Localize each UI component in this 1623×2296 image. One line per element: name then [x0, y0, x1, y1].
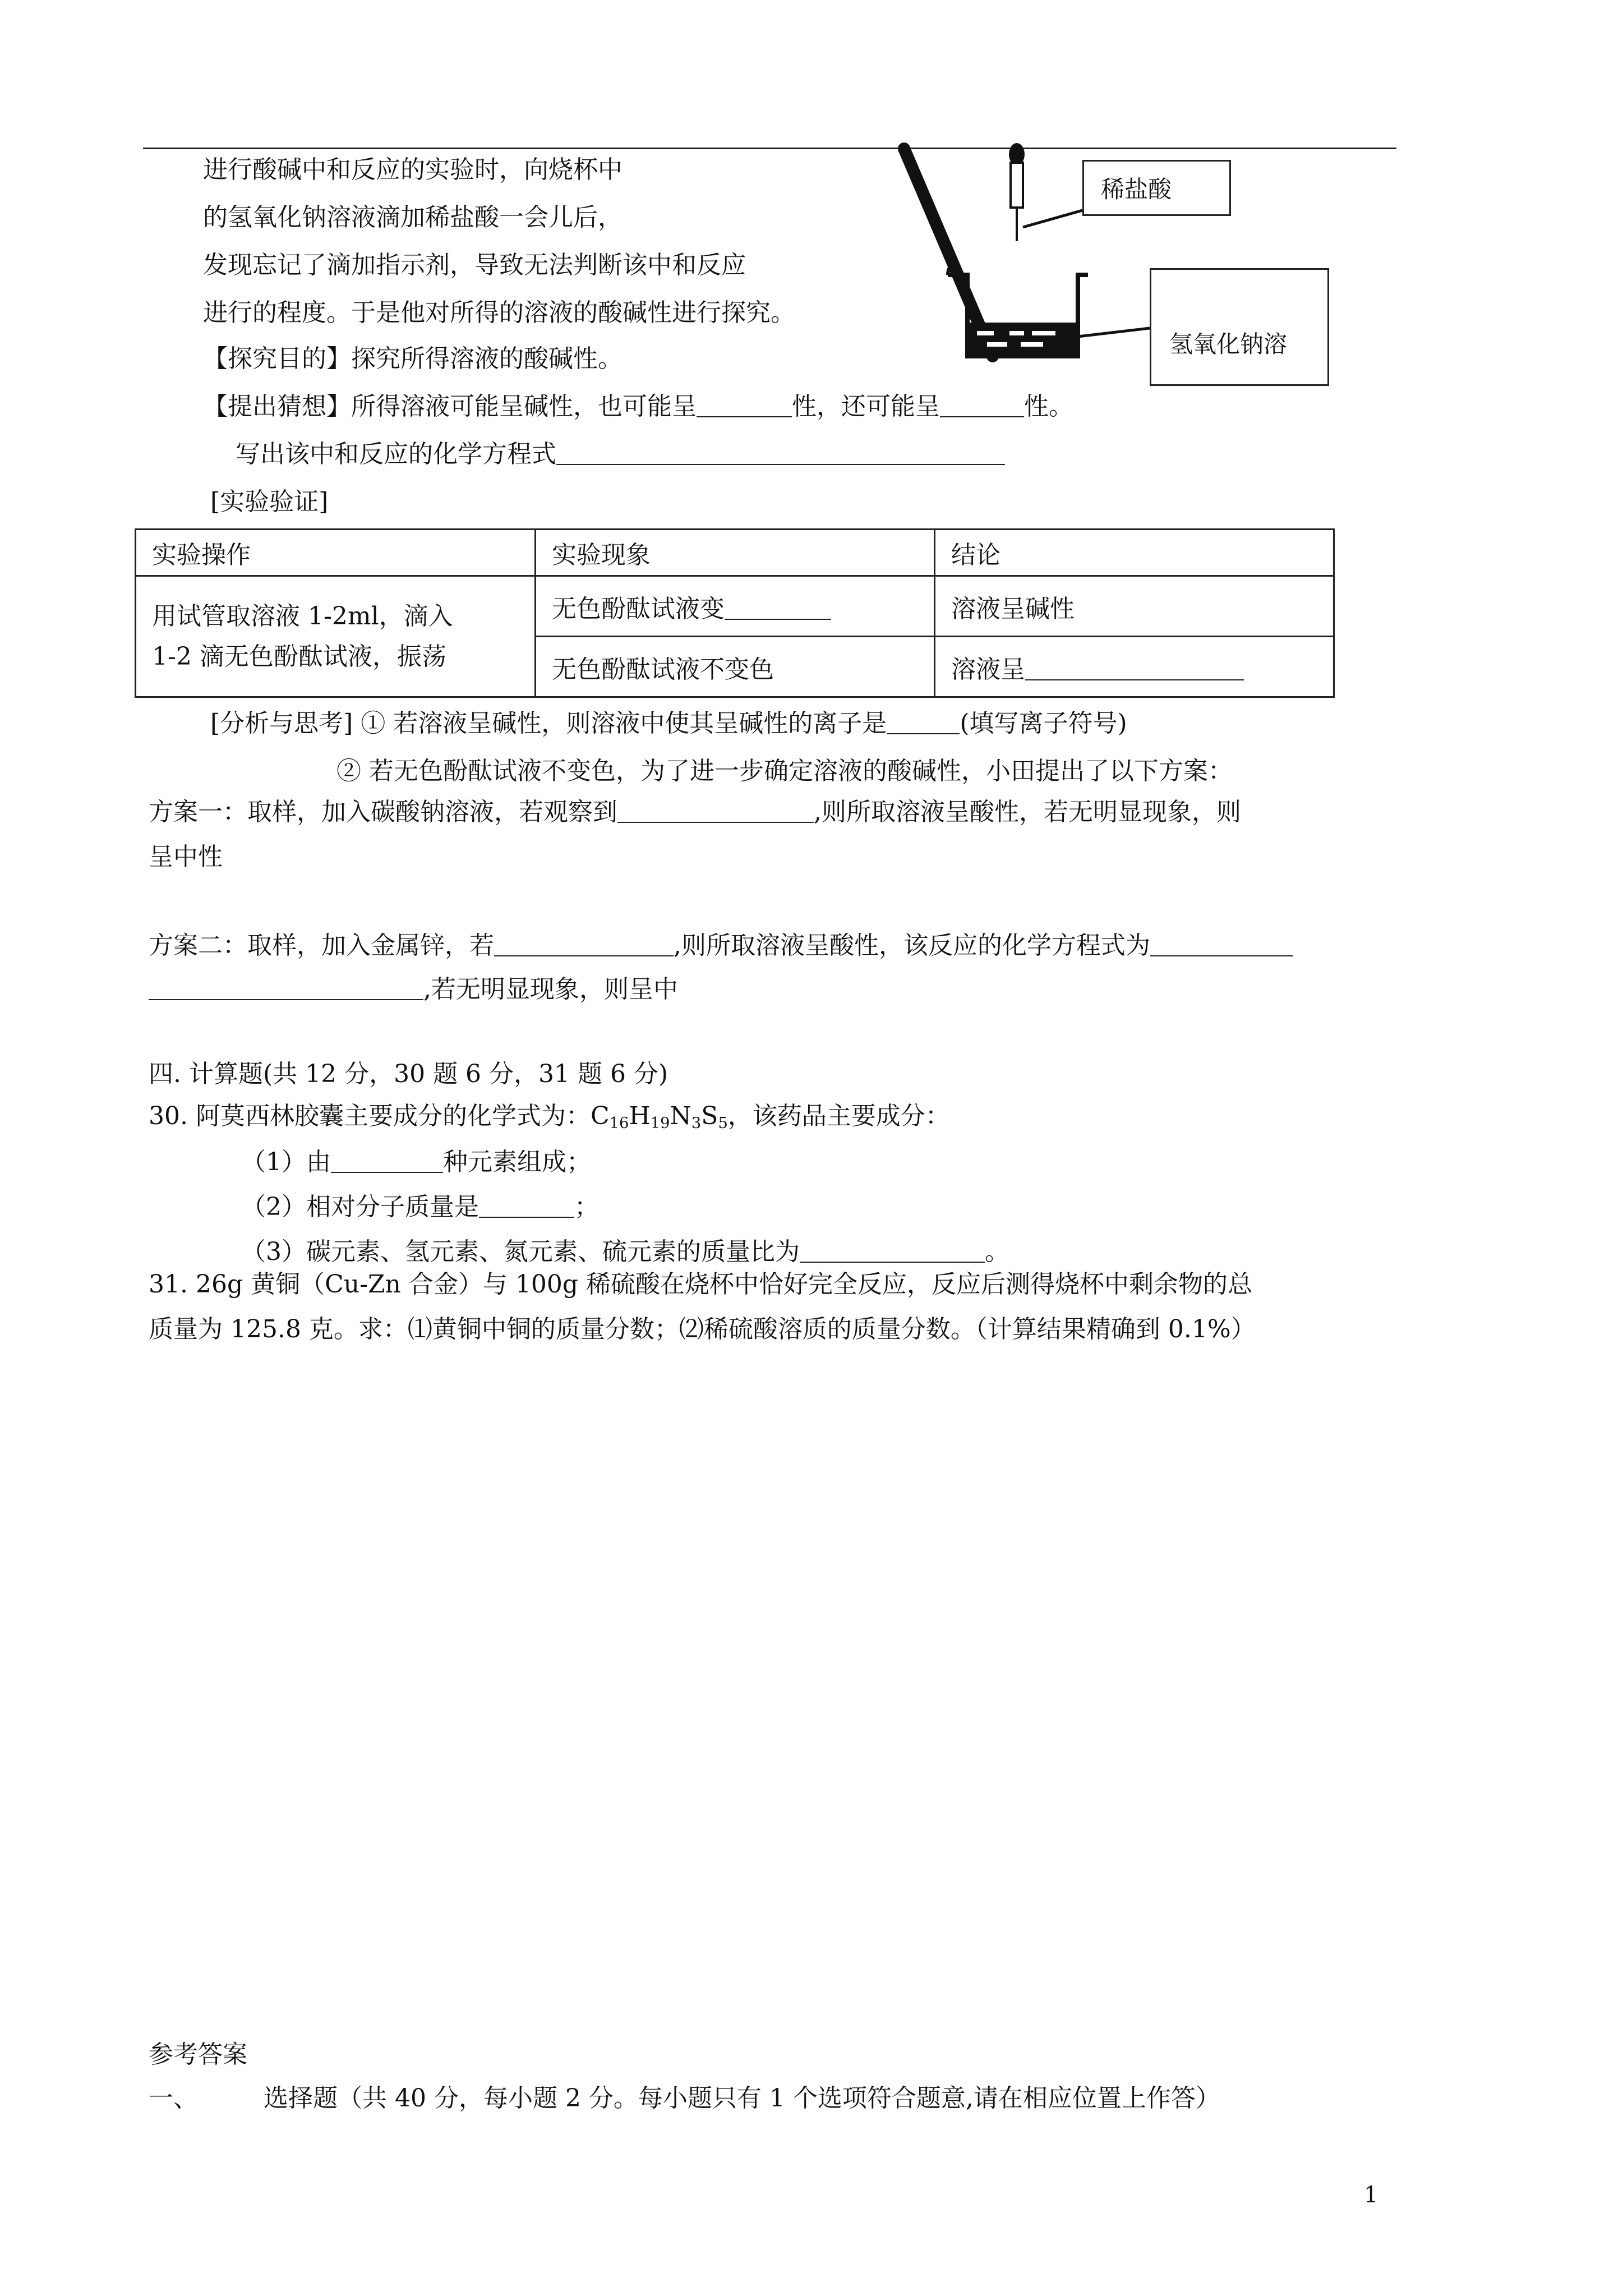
hypothesis-text-1: 【提出猜想】所得溶液可能呈碱性，也可能呈: [203, 392, 697, 421]
base-label: 氢氧化钠溶: [1169, 330, 1288, 358]
intro-line-1: 进行酸碱中和反应的实验时，向烧杯中: [203, 155, 623, 184]
conclusion-cell-2: [935, 637, 1334, 697]
phenomenon-1: 无色酚酞试液变: [552, 594, 725, 623]
q31-line-2: 质量为 125.8 克。求：⑴黄铜中铜的质量分数；⑵稀硫酸溶质的质量分数。（计算结果精确到 0.1%）: [149, 1315, 1256, 1343]
conclusion-cell-1: 溶液呈碱性: [935, 576, 1334, 637]
answers-heading: 参考答案: [149, 2040, 247, 2069]
table-row: [136, 576, 1334, 637]
operation-line-1: 用试管取溶液 1-2ml，滴入: [152, 602, 453, 631]
table-header-row: [136, 530, 1334, 576]
plan2-line: [149, 930, 1293, 961]
plan2-blank-2[interactable]: [1150, 931, 1293, 956]
q30-blank-3[interactable]: [800, 1237, 985, 1263]
acid-label-box: [1082, 160, 1231, 216]
q30-line: [149, 1101, 950, 1131]
plan1-line-2: 呈中性: [149, 843, 223, 871]
plan1-text-2: ,则所取溶液呈酸性，若无明显现象，则: [814, 798, 1241, 826]
acid-label: 稀盐酸: [1101, 176, 1172, 203]
equation-prompt: 写出该中和反应的化学方程式: [236, 440, 556, 468]
q31-line-1: 31. 26g 黄铜（Cu-Zn 合金）与 100g 稀硫酸在烧杯中恰好完全反应，反应后测得烧杯中剩余物的总: [149, 1270, 1252, 1299]
page-number: 1: [1364, 2182, 1378, 2208]
experiment-figure: [897, 137, 1346, 402]
plan2-text-1: 方案二：取样，加入金属锌，若: [149, 931, 494, 960]
plan1-blank[interactable]: [617, 797, 814, 823]
verify-heading: [实验验证]: [210, 487, 329, 516]
hypothesis-text-2: 性，还可能呈: [792, 392, 940, 421]
conclusion-2: 溶液呈: [951, 655, 1025, 684]
q30-part3: （3）碳元素、氢元素、氮元素、硫元素的质量比为 。: [241, 1237, 1009, 1266]
plan2-text-3: ,若无明显现象，则呈中: [423, 975, 678, 1004]
intro-line-3: 发现忘记了滴加指示剂，导致无法判断该中和反应: [203, 251, 746, 279]
solution: [969, 323, 1076, 354]
plan2-blank-3[interactable]: [149, 974, 423, 1000]
plan1-text-1: 方案一：取样，加入碳酸钠溶液，若观察到: [149, 798, 617, 826]
ion-blank[interactable]: [887, 708, 960, 734]
hypothesis-blank-2[interactable]: [940, 392, 1024, 417]
plan2-blank-1[interactable]: [494, 931, 674, 956]
dropper-tube: [1011, 163, 1023, 208]
q30-blank-1[interactable]: [331, 1147, 443, 1173]
experiment-table: [135, 528, 1335, 698]
q30-prefix: 30. 阿莫西林胶囊主要成分的化学式为：: [149, 1102, 591, 1130]
calc-heading: 四. 计算题(共 12 分，30 题 6 分，31 题 6 分): [149, 1060, 668, 1088]
intro-line-2: 的氢氧化钠溶液滴加稀盐酸一会儿后，: [203, 203, 623, 232]
equation-line: [236, 439, 1005, 470]
q30-part2: （2）相对分子质量是 ；: [241, 1193, 599, 1221]
plan1-line: [149, 797, 1241, 827]
answers-section-text: 选择题（共 40 分，每小题 2 分。每小题只有 1 个选项符合题意,请在相应位置上作答）: [264, 2084, 1220, 2113]
answers-section-no: 一、: [149, 2084, 198, 2113]
phenomenon-cell-2: 无色酚酞试液不变色: [536, 637, 935, 697]
hypothesis-blank-1[interactable]: [697, 392, 792, 417]
equation-blank[interactable]: [556, 439, 1005, 465]
analysis-q1-text: [分析与思考] ① 若溶液呈碱性，则溶液中使其呈碱性的离子是: [210, 709, 887, 738]
hypothesis-line: [203, 391, 1073, 422]
q30-blank-2[interactable]: [479, 1192, 574, 1218]
plan2-line-2: [149, 974, 678, 1005]
header-conclusion: 结论: [935, 530, 1334, 576]
phenomenon-blank[interactable]: [725, 594, 831, 620]
chemical-formula: $C_{16}H_{19}N_3S_5$: [590, 1102, 728, 1132]
q30-suffix: ，该药品主要成分：: [727, 1102, 950, 1130]
header-operation: 实验操作: [136, 530, 536, 576]
hypothesis-text-3: 性。: [1024, 392, 1073, 421]
analysis-q1-note: (填写离子符号): [960, 709, 1127, 738]
intro-line-4: 进行的程度。于是他对所得的溶液的酸碱性进行探究。: [203, 298, 795, 327]
plan2-text-2: ,则所取溶液呈酸性，该反应的化学方程式为: [674, 931, 1150, 960]
q30-part1: （1）由 种元素组成；: [241, 1148, 591, 1176]
conclusion-blank[interactable]: [1025, 655, 1244, 680]
header-phenomenon: 实验现象: [536, 530, 935, 576]
analysis-q2: ② 若无色酚酞试液不变色，为了进一步确定溶液的酸碱性，小田提出了以下方案：: [336, 757, 1233, 785]
operation-cell: [136, 576, 536, 697]
analysis-q1: [210, 708, 1127, 739]
phenomenon-cell-1: [536, 576, 935, 637]
operation-line-2: 1-2 滴无色酚酞试液，振荡: [152, 642, 446, 671]
purpose-line: 【探究目的】探究所得溶液的酸碱性。: [203, 344, 623, 373]
base-label-box: [1150, 268, 1329, 386]
